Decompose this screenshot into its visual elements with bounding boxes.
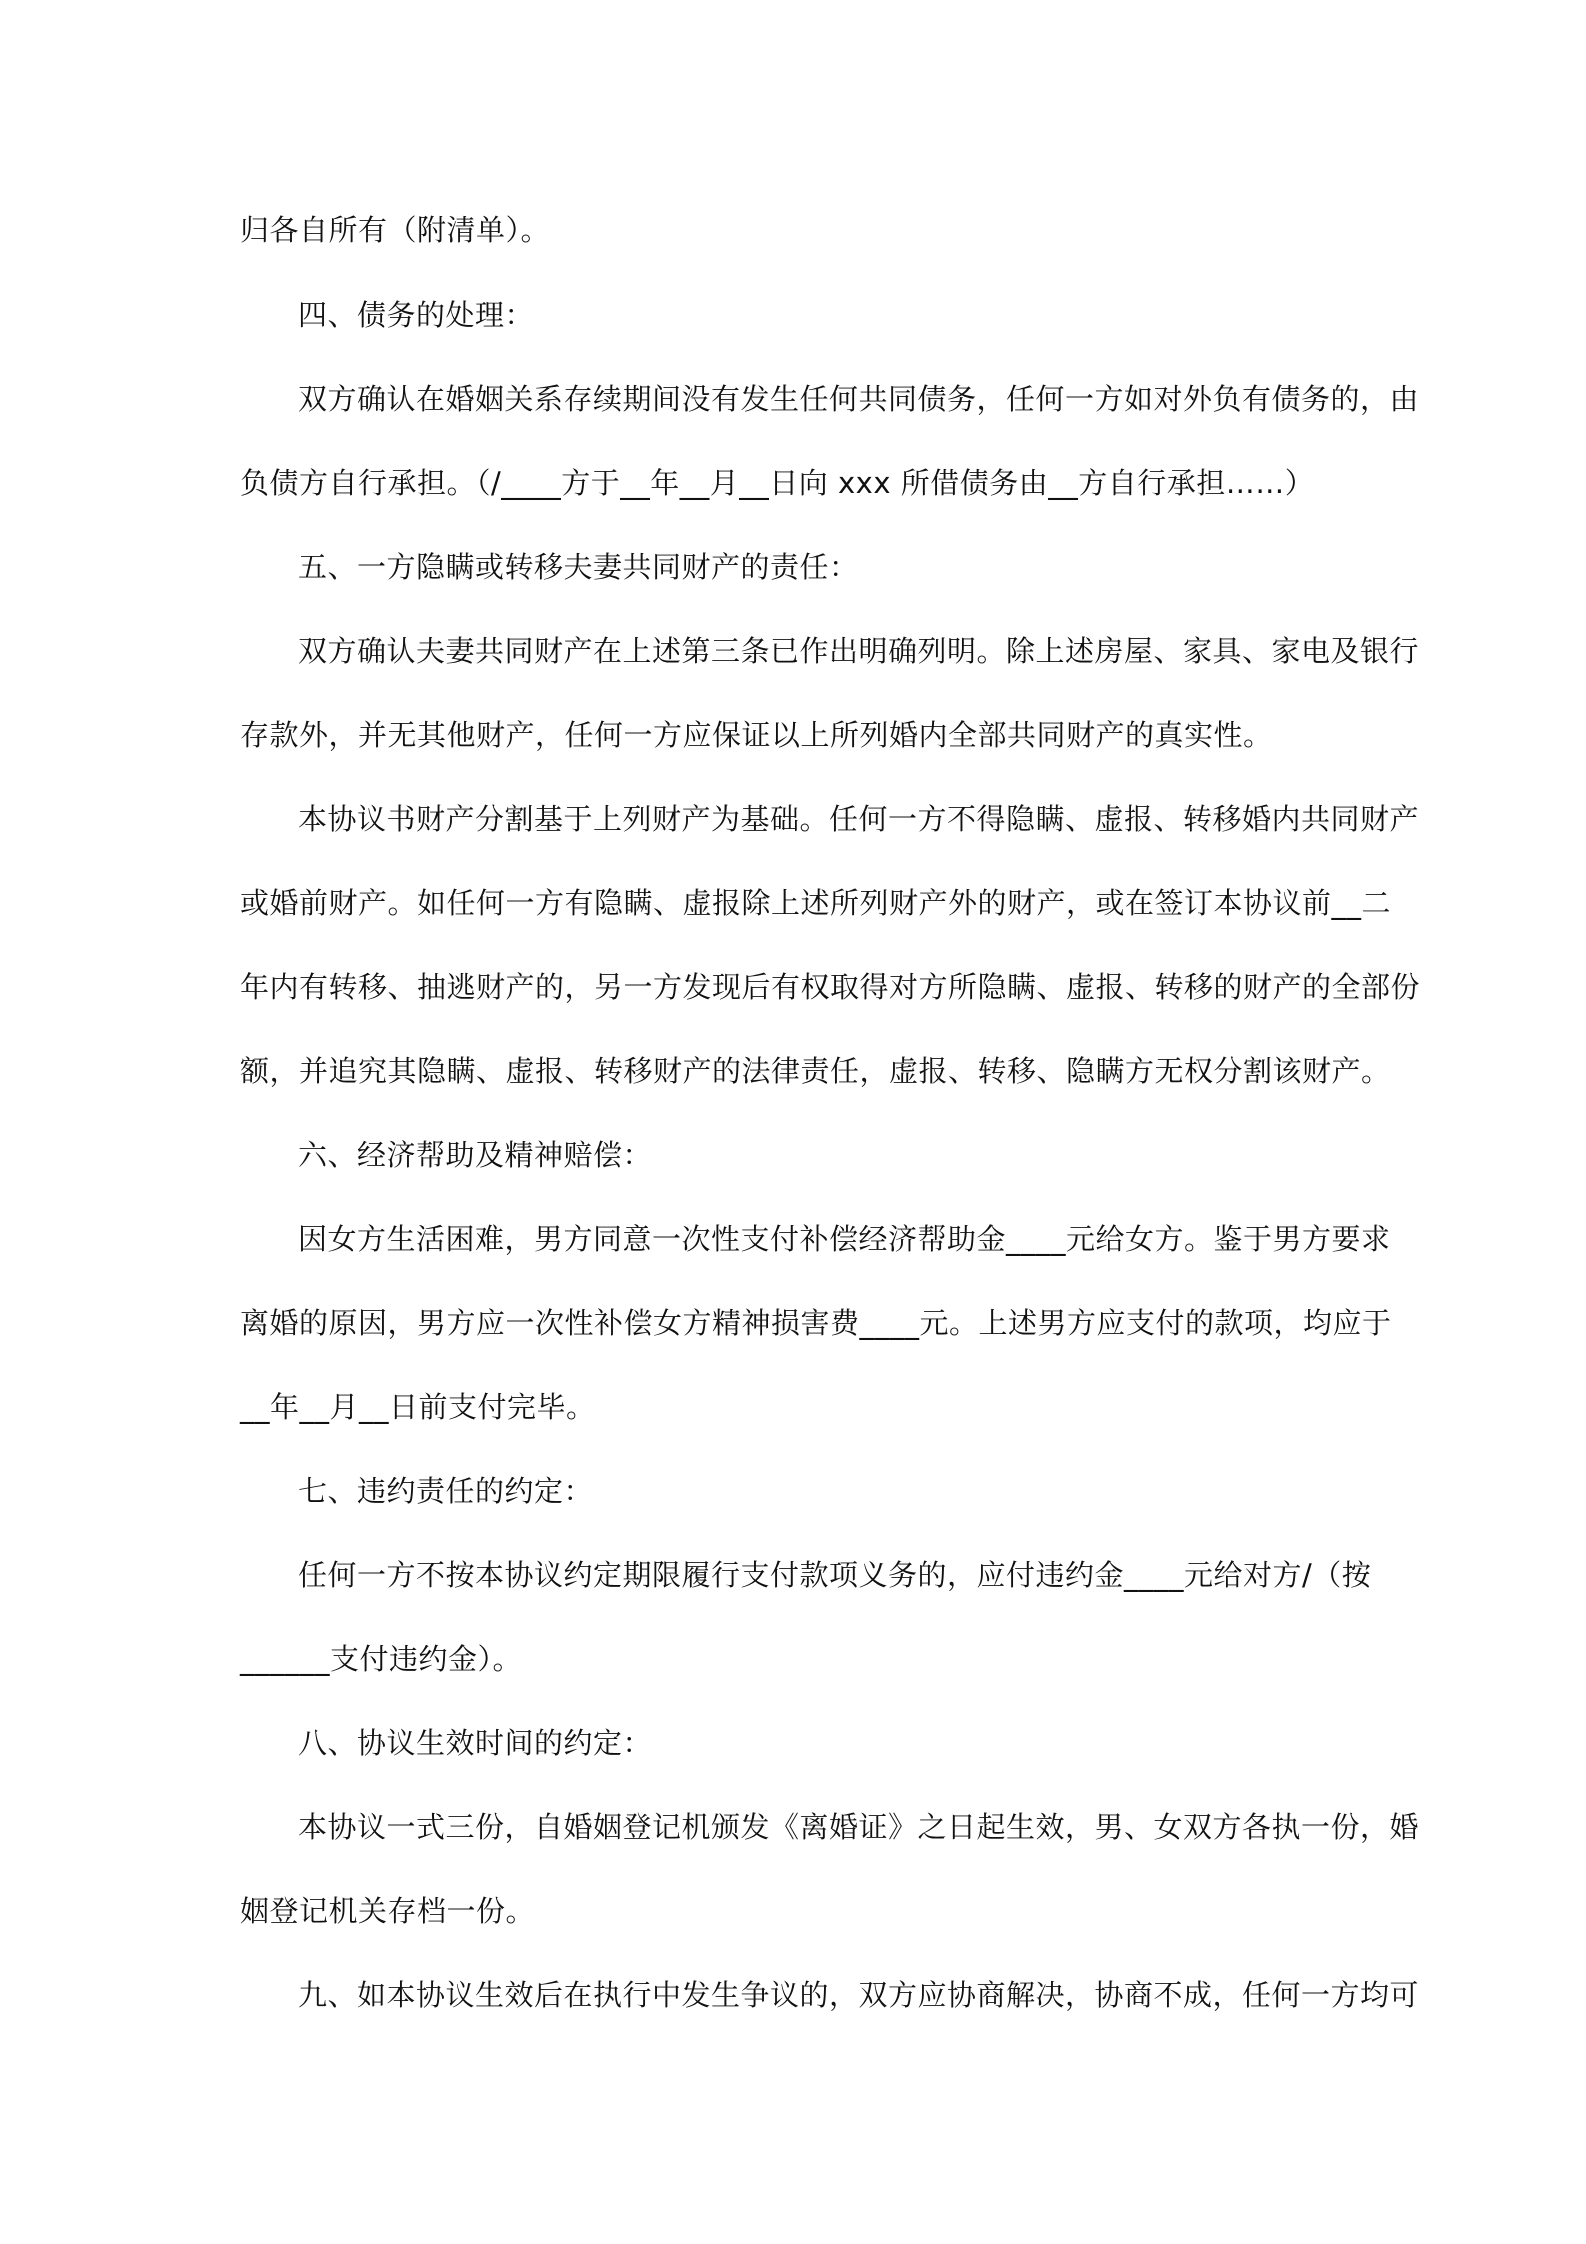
text-line-13: 因女方生活困难，男方同意一次性支付补偿经济帮助金____元给女方。鉴于男方要求	[298, 1222, 1391, 1256]
text-line-3: 双方确认在婚姻关系存续期间没有发生任何共同债务，任何一方如对外负有债务的，由	[298, 382, 1420, 416]
text-line-6: 双方确认夫妻共同财产在上述第三条已作出明确列明。除上述房屋、家具、家电及银行	[298, 634, 1420, 668]
text-line-10: 年内有转移、抽逃财产的，另一方发现后有权取得对方所隐瞒、虚报、转移的财产的全部份	[240, 970, 1421, 1004]
text-line-4: 负债方自行承担。（/____方于__年__月__日向 xxx 所借债务由__方自行承担……）	[240, 466, 1315, 500]
text-line-9: 或婚前财产。如任何一方有隐瞒、虚报除上述所列财产外的财产，或在签订本协议前__二	[240, 886, 1392, 920]
text-line-14: 离婚的原因，男方应一次性补偿女方精神损害费____元。上述男方应支付的款项，均应于	[240, 1306, 1392, 1340]
text-line-11: 额，并追究其隐瞒、虚报、转移财产的法律责任，虚报、转移、隐瞒方无权分割该财产。	[240, 1054, 1391, 1088]
section-heading-effective: 八、协议生效时间的约定：	[298, 1726, 653, 1760]
text-line-21: 姻登记机关存档一份。	[240, 1894, 536, 1928]
section-heading-debts: 四、债务的处理：	[298, 298, 535, 332]
text-line-8: 本协议书财产分割基于上列财产为基础。任何一方不得隐瞒、虚报、转移婚内共同财产	[298, 802, 1420, 836]
section-heading-disputes: 九、如本协议生效后在执行中发生争议的，双方应协商解决，协商不成，任何一方均可	[298, 1978, 1420, 2012]
text-line-7: 存款外，并无其他财产，任何一方应保证以上所列婚内全部共同财产的真实性。	[240, 718, 1273, 752]
text-line-1: 归各自所有（附清单）。	[240, 213, 551, 247]
text-line-15: __年__月__日前支付完毕。	[240, 1390, 596, 1424]
section-heading-breach: 七、违约责任的约定：	[298, 1474, 594, 1508]
text-line-17: 任何一方不按本协议约定期限履行支付款项义务的，应付违约金____元给对方/（按	[298, 1558, 1372, 1592]
text-line-18: ______支付违约金）。	[240, 1642, 523, 1676]
text-line-20: 本协议一式三份，自婚姻登记机颁发《离婚证》之日起生效，男、女双方各执一份，婚	[298, 1810, 1420, 1844]
section-heading-concealment: 五、一方隐瞒或转移夫妻共同财产的责任：	[298, 550, 859, 584]
section-heading-compensation: 六、经济帮助及精神赔偿：	[298, 1138, 653, 1172]
